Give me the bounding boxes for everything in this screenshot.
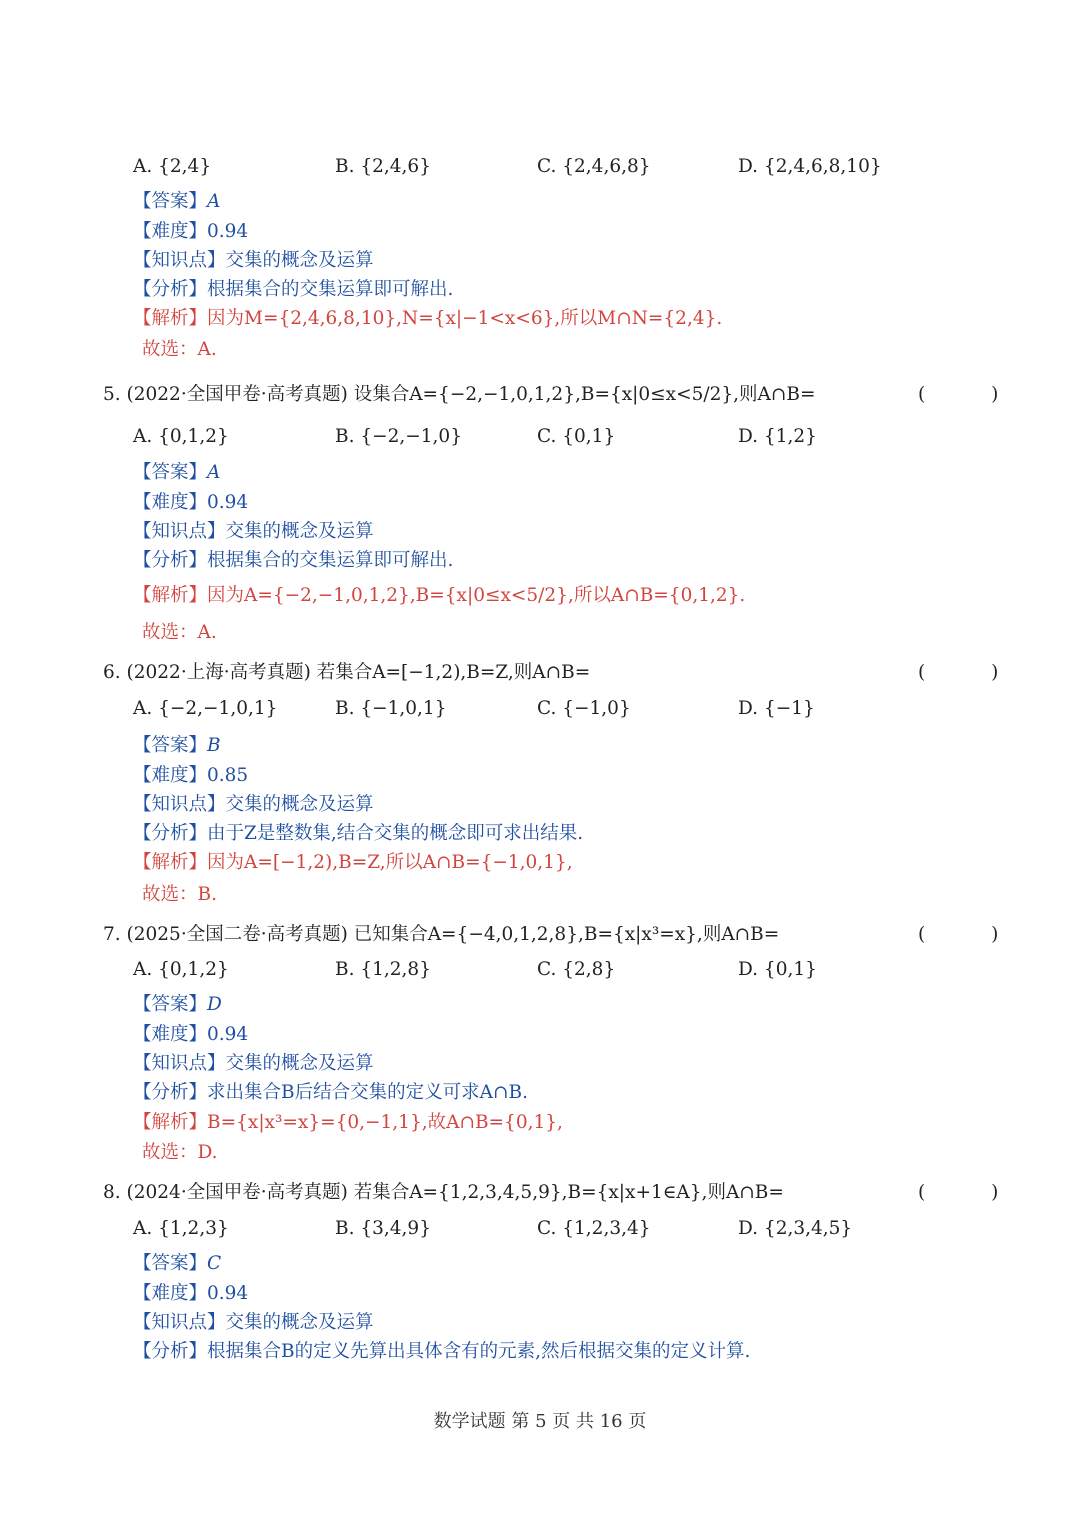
choice-line: 故选：A. [142,339,217,360]
solution-value: 因为A=[−1,2),B=Z,所以A∩B={−1,0,1}, [207,852,573,873]
analysis-value: 求出集合B后结合交集的定义可求A∩B. [207,1082,528,1103]
knowledge-label: 【知识点】 [133,1053,226,1074]
knowledge-value: 交集的概念及运算 [225,1053,374,1074]
option-d: D. {−1} [738,698,815,719]
answer-line [133,993,222,1017]
option-c: C. {2,8} [537,959,616,980]
answer-label: 【答案】 [133,191,208,212]
knowledge-label: 【知识点】 [133,250,226,271]
knowledge-value: 交集的概念及运算 [225,794,374,815]
analysis-value: 根据集合B的定义先算出具体含有的元素,然后根据交集的定义计算. [207,1341,751,1362]
option-d: D. {0,1} [738,959,817,980]
answer-value: B [207,735,221,756]
solution-value: 因为M={2,4,6,8,10},N={x|−1<x<6},所以M∩N={2,4}. [207,308,723,329]
option-a: A. {2,4} [133,156,212,177]
answer-line [133,461,220,485]
answer-blank: ( ) [918,662,1029,683]
difficulty-value: 0.85 [207,765,249,786]
option-a: A. {1,2,3} [133,1218,229,1239]
option-c: C. {1,2,3,4} [537,1218,651,1239]
choice-line: 故选：B. [142,884,217,905]
knowledge-line [133,249,374,273]
knowledge-value: 交集的概念及运算 [225,250,374,271]
answer-value: A [207,462,221,483]
solution-label: 【解析】 [133,1112,208,1133]
solution-line [133,1111,563,1135]
option-a: A. {0,1,2} [133,426,229,447]
difficulty-line [133,491,248,515]
answer-value: C [207,1253,222,1274]
option-d: D. {2,4,6,8,10} [738,156,882,177]
option-b: B. {−1,0,1} [335,698,447,719]
analysis-line [133,1081,528,1105]
solution-line [133,307,722,331]
difficulty-line [133,1282,248,1306]
question-stem: 7. (2025·全国二卷·高考真题) 已知集合A={−4,0,1,2,8},B={x|x³=x},则A∩B= [103,924,780,945]
option-d: D. {1,2} [738,426,817,447]
knowledge-label: 【知识点】 [133,1312,226,1333]
analysis-label: 【分析】 [133,1082,208,1103]
option-c: C. {0,1} [537,426,616,447]
answer-blank: ( ) [918,924,1029,945]
option-c: C. {−1,0} [537,698,631,719]
difficulty-value: 0.94 [207,492,249,513]
analysis-label: 【分析】 [133,279,208,300]
analysis-label: 【分析】 [133,1341,208,1362]
option-a: A. {0,1,2} [133,959,229,980]
answer-label: 【答案】 [133,735,208,756]
answer-blank: ( ) [918,384,1029,405]
option-d: D. {2,3,4,5} [738,1218,853,1239]
solution-value: 因为A={−2,−1,0,1,2},B={x|0≤x<5/2},所以A∩B={0,1,2}. [207,585,746,606]
difficulty-label: 【难度】 [133,765,208,786]
difficulty-label: 【难度】 [133,1283,208,1304]
difficulty-value: 0.94 [207,1283,249,1304]
option-b: B. {3,4,9} [335,1218,431,1239]
difficulty-value: 0.94 [207,221,249,242]
page-footer: 数学试题 第 5 页 共 16 页 [433,1411,647,1432]
solution-label: 【解析】 [133,852,208,873]
analysis-line [133,278,453,302]
analysis-value: 根据集合的交集运算即可解出. [207,279,454,300]
option-c: C. {2,4,6,8} [537,156,651,177]
difficulty-value: 0.94 [207,1024,249,1045]
answer-label: 【答案】 [133,462,208,483]
option-a: A. {−2,−1,0,1} [133,698,278,719]
answer-label: 【答案】 [133,1253,208,1274]
answer-line [133,1252,221,1276]
answer-line [133,190,220,214]
analysis-label: 【分析】 [133,550,208,571]
knowledge-value: 交集的概念及运算 [225,1312,374,1333]
solution-value: B={x|x³=x}={0,−1,1},故A∩B={0,1}, [207,1112,563,1133]
knowledge-label: 【知识点】 [133,794,226,815]
choice-line: 故选：A. [142,622,217,643]
solution-label: 【解析】 [133,308,208,329]
difficulty-line [133,764,248,788]
analysis-value: 根据集合的交集运算即可解出. [207,550,454,571]
analysis-line [133,1340,750,1364]
difficulty-label: 【难度】 [133,492,208,513]
option-b: B. {2,4,6} [335,156,431,177]
knowledge-line [133,793,374,817]
knowledge-label: 【知识点】 [133,521,226,542]
analysis-line [133,822,583,846]
analysis-line [133,549,453,573]
solution-line [133,851,573,875]
difficulty-label: 【难度】 [133,1024,208,1045]
knowledge-line [133,1052,374,1076]
answer-value: A [207,191,221,212]
solution-label: 【解析】 [133,585,208,606]
difficulty-line [133,220,248,244]
option-b: B. {−2,−1,0} [335,426,462,447]
knowledge-value: 交集的概念及运算 [225,521,374,542]
answer-label: 【答案】 [133,994,208,1015]
difficulty-label: 【难度】 [133,221,208,242]
analysis-value: 由于Z是整数集,结合交集的概念即可求出结果. [207,823,584,844]
question-stem: 8. (2024·全国甲卷·高考真题) 若集合A={1,2,3,4,5,9},B={x|x+1∈A},则A∩B= [103,1182,784,1203]
analysis-label: 【分析】 [133,823,208,844]
choice-line: 故选：D. [142,1142,218,1163]
answer-value: D [207,994,222,1015]
question-stem: 5. (2022·全国甲卷·高考真题) 设集合A={−2,−1,0,1,2},B={x|0≤x<5/2},则A∩B= [103,384,816,405]
knowledge-line [133,520,374,544]
question-stem: 6. (2022·上海·高考真题) 若集合A=[−1,2),B=Z,则A∩B= [103,662,591,683]
option-b: B. {1,2,8} [335,959,431,980]
solution-line [133,584,745,608]
difficulty-line [133,1023,248,1047]
answer-line [133,734,221,758]
knowledge-line [133,1311,374,1335]
answer-blank: ( ) [918,1182,1029,1203]
